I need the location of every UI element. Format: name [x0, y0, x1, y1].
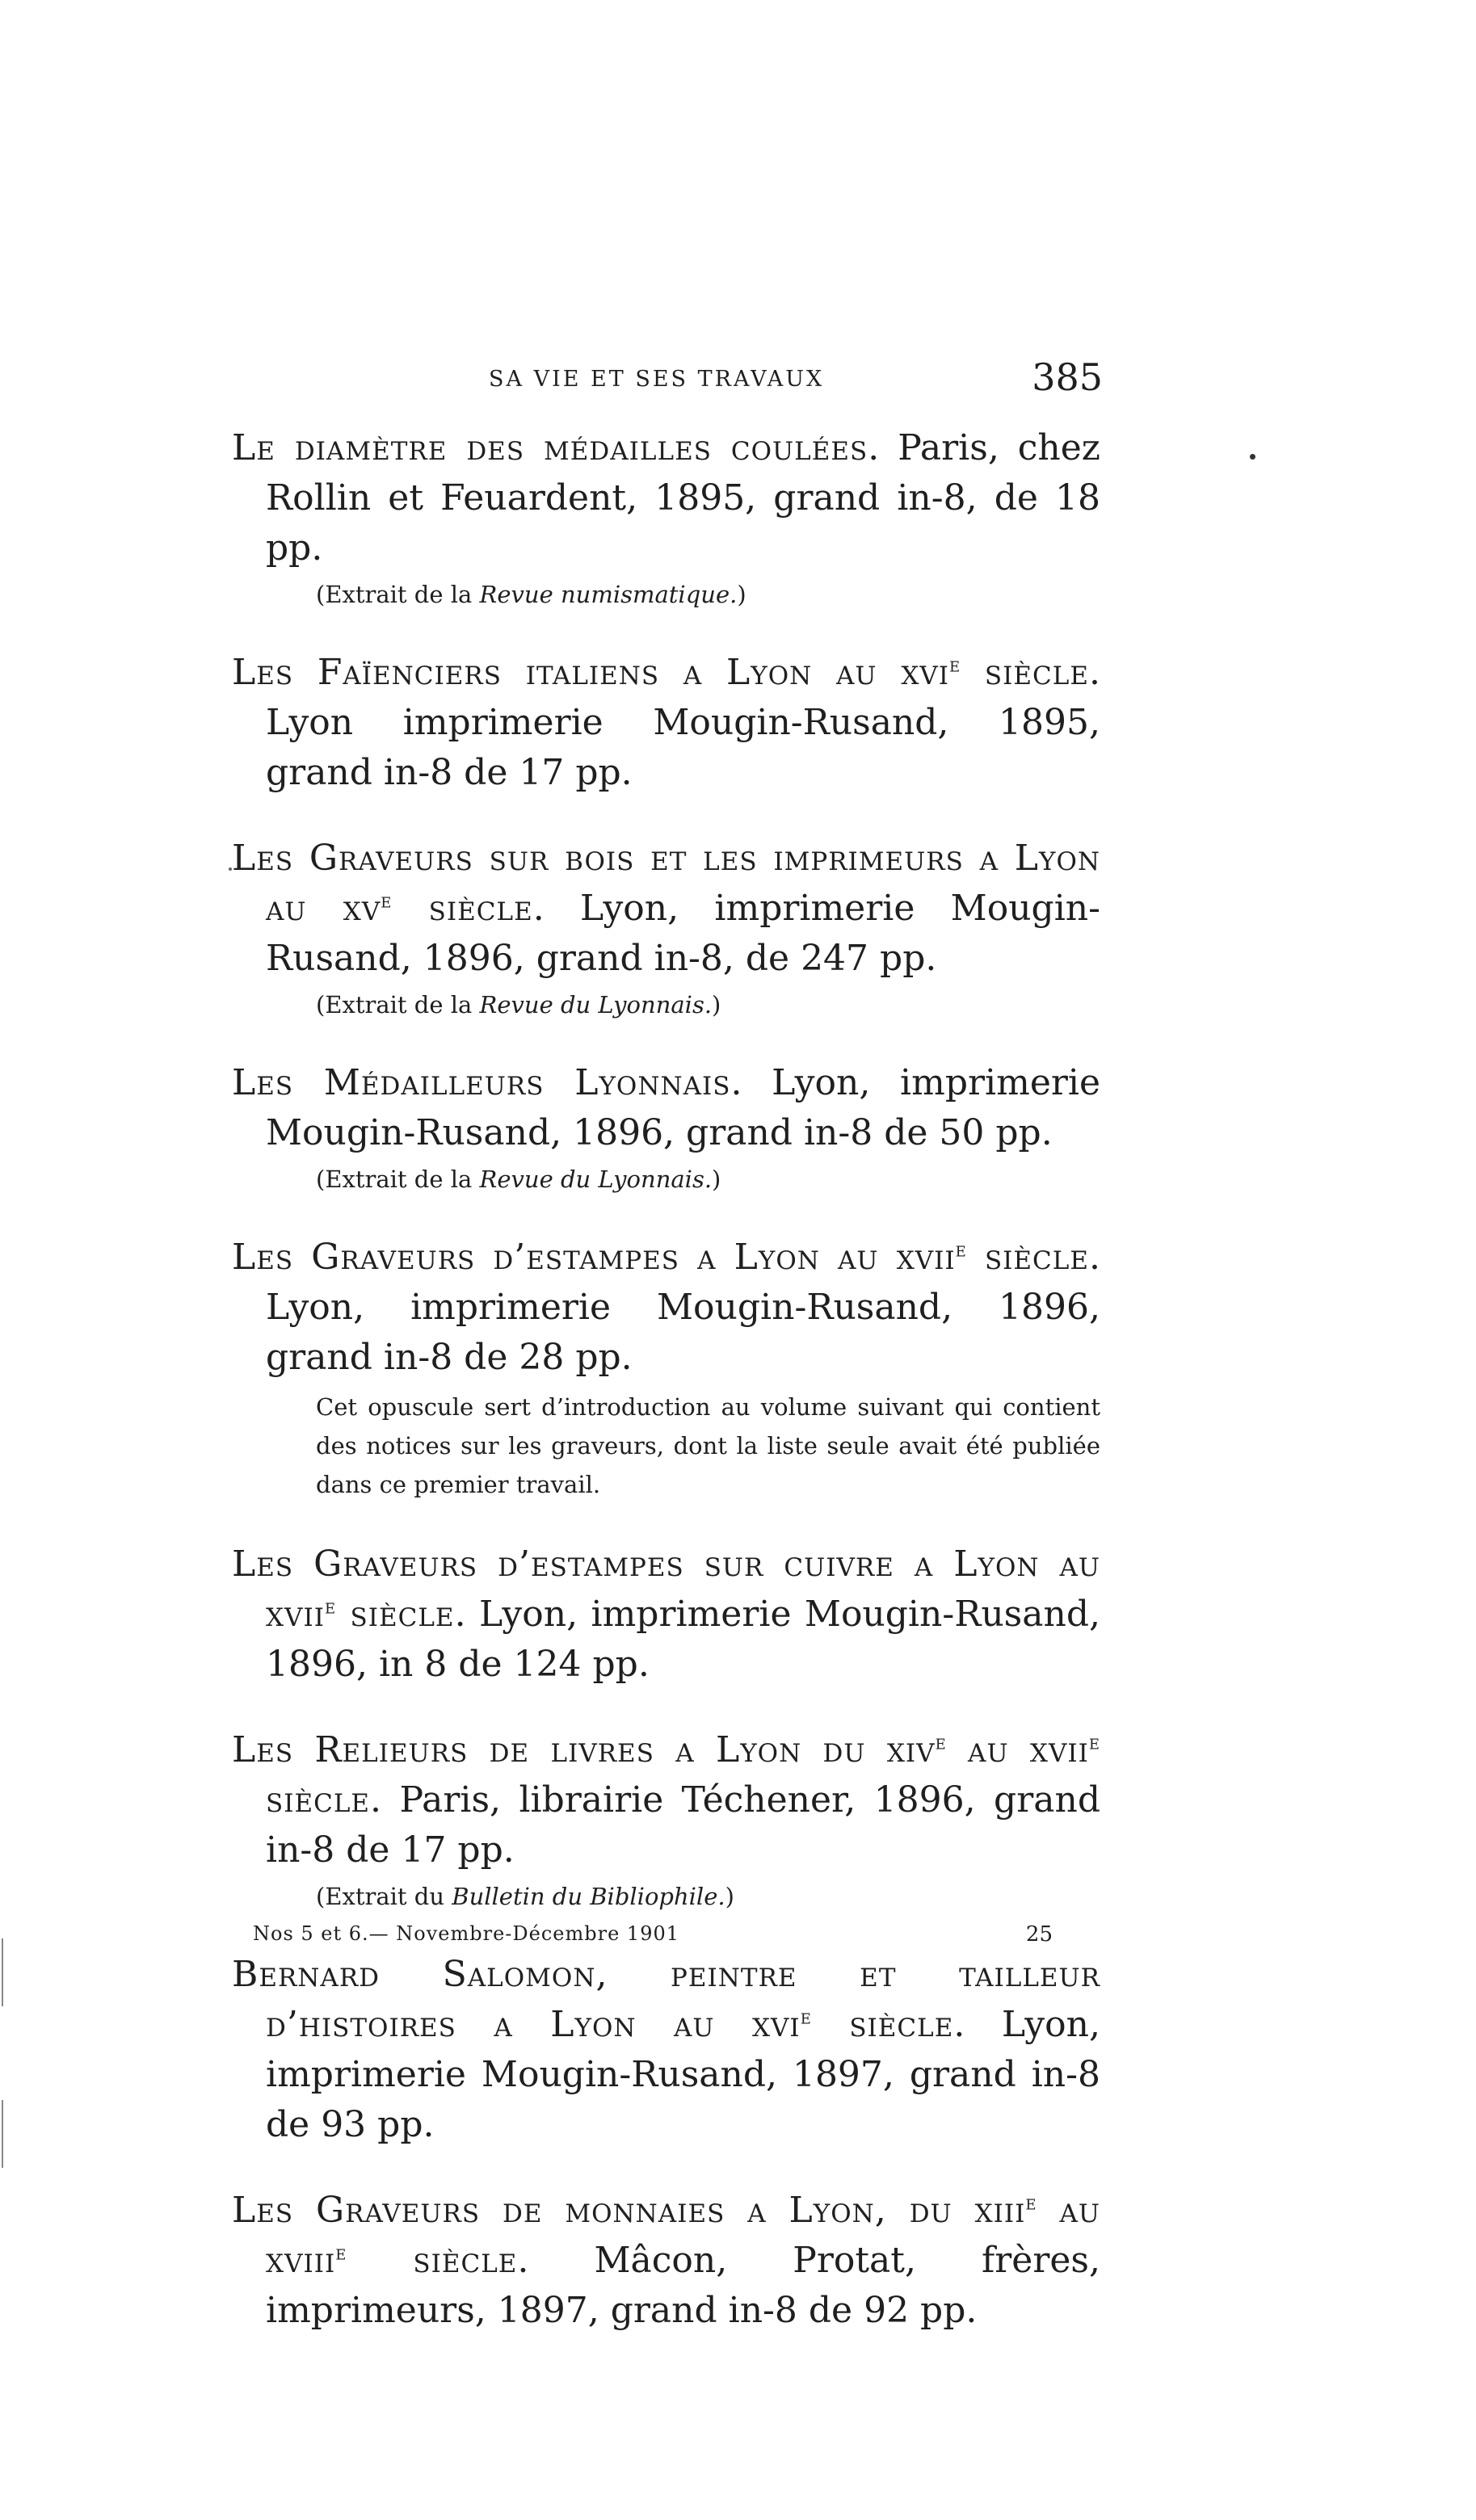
entry-title: Les Graveurs d’estampes a Lyon au xvii$^e$ siècle — [232, 1237, 1089, 1278]
bibliography-entry — [232, 1950, 1100, 2150]
entry-comment: Cet opuscule sert d’introduction au volume suivant qui contient des notices sur les graveurs, dont la liste seule avait été publiée dans ce premier travail. — [316, 1393, 1100, 1498]
entry-citation: Bernard Salomon, peintre et tailleur d’histoires a Lyon au xvi$^e$ siècle. Lyon, imprimerie Mougin-Rusand, 1897, grand in-8 de 93 pp. — [232, 1954, 1100, 2145]
journal-title: Bulletin du Bibliophile. — [452, 1883, 725, 1910]
entry-citation: Les Graveurs sur bois et les imprimeurs a Lyon au $xv^e$ siècle. Lyon, imprimerie Mougin-Rusand, 1896, grand in-8, de 247 pp. — [232, 838, 1100, 979]
entry-publication: Lyon, imprimerie Mougin-Rusand, 1896, in 8 de 124 pp. — [266, 1594, 1100, 1685]
page-header — [234, 352, 1103, 409]
bibliography-entry — [232, 648, 1100, 798]
journal-title: Revue du Lyonnais. — [479, 991, 713, 1018]
bibliography-entry — [232, 1233, 1100, 1504]
bibliography-entry — [232, 423, 1100, 612]
entry-title: Le diamètre des médailles coulées — [232, 427, 868, 468]
entry-publication: Lyon, imprimerie Mougin-Rusand, 1896, grand in-8, de 247 pp. — [266, 888, 1100, 979]
journal-title: Revue du Lyonnais. — [479, 1166, 713, 1193]
entry-title: Les Graveurs de monnaies a Lyon, du xiii$^e$ au xviii$^e$ siècle — [232, 2190, 1100, 2281]
entry-title: Les Graveurs sur bois et les imprimeurs a Lyon au $xv^e$ siècle — [232, 838, 1100, 929]
journal-title: Revue numismatique. — [479, 581, 738, 608]
entry-citation: Les Médailleurs Lyonnais. Lyon, imprimerie Mougin-Rusand, 1896, grand in-8 de 50 pp. — [232, 1062, 1101, 1153]
entry-citation: Les Relieurs de livres a Lyon du xiv$^e$ au xvii$^e$ siècle. Paris, librairie Téchener, 1896, grand in-8 de 17 pp. — [232, 1729, 1100, 1871]
scan-edge-line — [2, 2100, 3, 2168]
entry-title: Les Relieurs de livres a Lyon du xiv$^e$ au xvii$^e$ siècle — [232, 1729, 1100, 1821]
entry-publication: Lyon, imprimerie Mougin-Rusand, 1896, grand in-8 de 50 pp. — [266, 1062, 1101, 1153]
entry-publication: Paris, chez Rollin et Feuardent, 1895, grand in-8, de 18 pp. — [266, 427, 1100, 569]
bibliography-entry — [232, 1725, 1100, 1914]
entry-title: Les Graveurs d’estampes sur cuivre a Lyon au xvii$^e$ siècle — [232, 1544, 1100, 1635]
entry-citation: Les Faïenciers italiens a Lyon au xvi$^e$ siècle. Lyon imprimerie Mougin-Rusand, 1895, grand in-8 de 17 pp. — [232, 652, 1100, 793]
signature-mark: 25 — [1025, 1922, 1053, 1947]
scan-edge-line — [2, 1938, 3, 2006]
entry-note: (Extrait de la Revue du Lyonnais.) — [316, 1166, 721, 1193]
entry-title: Les Faïenciers italiens a Lyon au xvi$^e$ siècle — [232, 652, 1089, 693]
entry-citation: Les Graveurs de monnaies a Lyon, du xiii$^e$ au xviii$^e$ siècle. Mâcon, Protat, frères, imprimeurs, 1897, grand in-8 de 92 pp. — [232, 2190, 1100, 2331]
entry-note: (Extrait de la Revue numismatique.) — [316, 581, 746, 608]
entry-publication: Mâcon, Protat, frères, imprimeurs, 1897, grand in-8 de 92 pp. — [266, 2240, 1100, 2331]
issue-line: Nos 5 et 6.— Novembre-Décembre 1901 — [253, 1922, 680, 1945]
bibliography-entry — [232, 1058, 1100, 1197]
bibliography-list — [232, 423, 1100, 2371]
running-title: SA VIE ET SES TRAVAUX — [489, 367, 825, 392]
entry-note: (Extrait du Bulletin du Bibliophile.) — [316, 1883, 734, 1910]
bibliography-entry — [232, 834, 1100, 1023]
entry-note: (Extrait de la Revue du Lyonnais.) — [316, 991, 721, 1018]
entry-title: Bernard Salomon, peintre et tailleur d’histoires a Lyon au xvi$^e$ siècle — [232, 1954, 1100, 2045]
entry-citation: Les Graveurs d’estampes sur cuivre a Lyon au xvii$^e$ siècle. Lyon, imprimerie Mougin-Rusand, 1896, in 8 de 124 pp. — [232, 1544, 1100, 1685]
scan-speck — [229, 867, 232, 871]
entry-publication: Lyon, imprimerie Mougin-Rusand, 1896, grand in-8 de 28 pp. — [266, 1287, 1100, 1378]
bibliography-entry — [232, 1539, 1100, 1690]
entry-citation: Les Graveurs d’estampes a Lyon au xvii$^e$ siècle. Lyon, imprimerie Mougin-Rusand, 1896, grand in-8 de 28 pp. — [232, 1237, 1100, 1378]
entry-publication: Paris, librairie Téchener, 1896, grand in-8 de 17 pp. — [266, 1779, 1100, 1871]
entry-publication: Lyon, imprimerie Mougin-Rusand, 1897, grand in-8 de 93 pp. — [266, 2004, 1100, 2145]
bibliography-entry — [232, 2186, 1100, 2336]
entry-citation: Le diamètre des médailles coulées. Paris, chez Rollin et Feuardent, 1895, grand in-8, de 18 pp. — [232, 427, 1100, 569]
entry-title: Les Médailleurs Lyonnais — [232, 1062, 731, 1103]
scan-speck — [1250, 454, 1255, 460]
entry-publication: Lyon imprimerie Mougin-Rusand, 1895, grand in-8 de 17 pp. — [266, 702, 1100, 793]
page-number: 385 — [1032, 355, 1103, 399]
